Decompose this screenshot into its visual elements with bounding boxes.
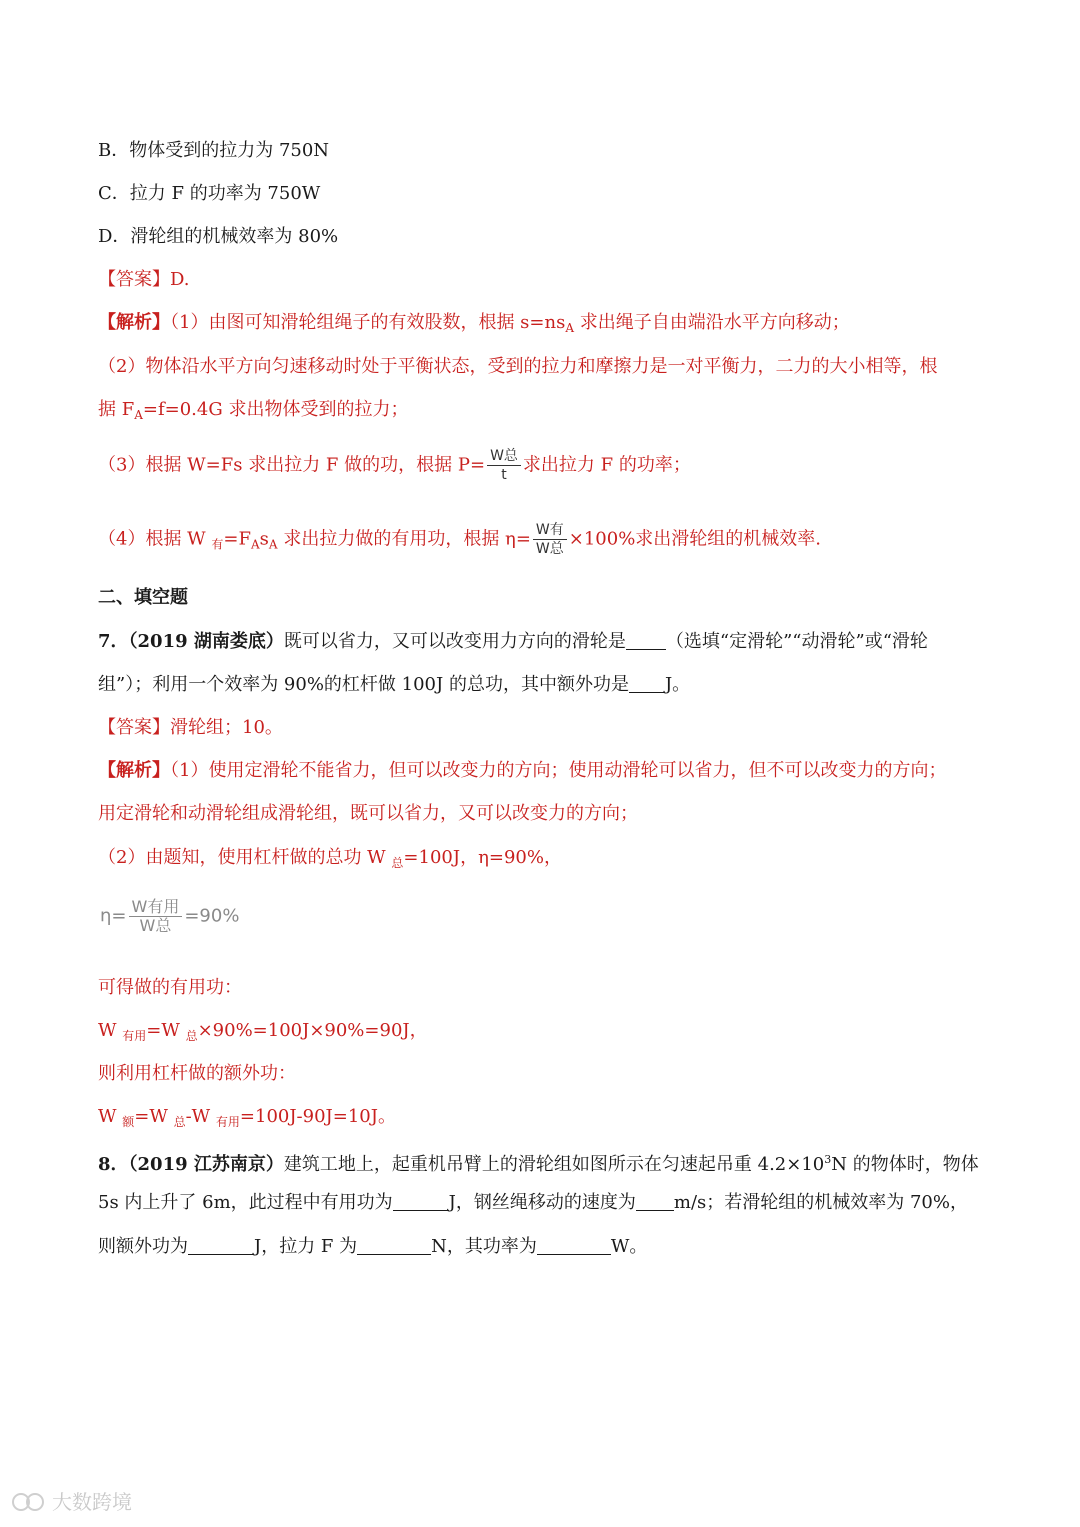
efficiency-fraction <box>533 521 567 558</box>
fill-blank[interactable] <box>626 631 666 650</box>
q7-line-2 <box>98 673 690 697</box>
fraction-denominator: W总 <box>139 916 172 935</box>
analysis-text: 求出拉力做的有用功，根据 η= <box>277 528 531 550</box>
analysis-text: s <box>259 528 269 550</box>
q6-analysis-2b <box>98 398 408 427</box>
fraction-numerator: W有用 <box>129 898 183 917</box>
efficiency-formula-image <box>100 898 239 935</box>
question-text: 建筑工地上，起重机吊臂上的滑轮组如图所示在匀速起吊重 4.2×10 <box>283 1154 825 1175</box>
question-text: N 的物体时，物体 <box>831 1154 979 1175</box>
question-text: 则额外功为 <box>98 1236 188 1257</box>
answer-value: D. <box>170 269 190 290</box>
analysis-tag: 【解析】 <box>98 312 170 333</box>
subscript: 总 <box>185 1029 198 1043</box>
question-number: 8． <box>98 1154 129 1175</box>
calc-text: W <box>98 1106 123 1127</box>
analysis-text: （1）使用定滑轮不能省力，但可以改变力的方向；使用动滑轮可以省力，但不可以改变力的方向； <box>170 760 947 781</box>
question-source: （2019 湖南娄底） <box>128 631 284 652</box>
q6-analysis-1 <box>98 311 850 340</box>
formula-fraction <box>129 898 183 935</box>
question-text: （选填“定滑轮”“动滑轮”或“滑轮 <box>665 631 928 652</box>
question-number: 7． <box>98 631 129 652</box>
question-text: N，其功率为 <box>431 1236 537 1257</box>
calc-text: =100J-90J=10J。 <box>239 1106 396 1127</box>
option-b: B．物体受到的拉力为 750N <box>98 140 330 161</box>
fill-blank[interactable] <box>636 1192 674 1211</box>
q6-answer <box>98 268 190 292</box>
formula-value: =90% <box>184 905 240 927</box>
q7-extra-intro: 则利用杠杆做的额外功： <box>98 1063 296 1084</box>
analysis-text: =100J，η=90%， <box>403 847 562 868</box>
question-text: J。 <box>664 674 691 695</box>
q7-analysis-1a <box>98 759 946 783</box>
q7-line-1 <box>98 630 928 654</box>
subscript: 额 <box>122 1115 135 1129</box>
q6-analysis-3 <box>98 447 691 484</box>
calc-text: ×90%=100J×90%=90J， <box>197 1020 428 1041</box>
analysis-text: （2）由题知，使用杠杆做的总功 W <box>98 847 392 868</box>
fill-blank[interactable] <box>393 1192 449 1211</box>
watermark <box>12 1486 132 1515</box>
analysis-text: （3）根据 W=Fs 求出拉力 F 做的功，根据 P= <box>98 454 486 476</box>
calc-text: -W <box>185 1106 216 1127</box>
analysis-text: 求出绳子自由端沿水平方向移动； <box>574 312 850 333</box>
calc-text: =W <box>134 1106 174 1127</box>
question-text: W。 <box>610 1236 648 1257</box>
q7-analysis-2 <box>98 846 562 875</box>
q8-line-2 <box>98 1191 968 1215</box>
answer-value: 滑轮组；10。 <box>170 717 283 738</box>
analysis-text: （1）由图可知滑轮组绳子的有效股数，根据 s=ns <box>170 312 566 333</box>
subscript: 有用 <box>215 1115 240 1129</box>
calc-text: W <box>98 1020 123 1041</box>
formula-eta: η= <box>100 905 127 927</box>
section-title: 二、填空题 <box>98 587 188 608</box>
analysis-text: 据 F <box>98 399 135 420</box>
q7-answer <box>98 716 283 740</box>
question-text: J，钢丝绳移动的速度为 <box>448 1192 636 1213</box>
superscript: 3 <box>824 1153 832 1166</box>
q7-useful-intro: 可得做的有用功： <box>98 977 242 998</box>
question-text: 5s 内上升了 6m，此过程中有用功为 <box>98 1192 393 1213</box>
question-source: （2019 江苏南京） <box>128 1154 284 1175</box>
fraction-numerator: W有 <box>533 521 567 540</box>
q8-line-1 <box>98 1148 979 1177</box>
subscript: A <box>134 408 143 422</box>
subscript: A <box>251 537 260 552</box>
question-text: J，拉力 F 为 <box>254 1236 358 1257</box>
subscript: A <box>565 321 574 335</box>
subscript: 总 <box>391 856 404 870</box>
analysis-text: =F <box>223 528 251 550</box>
option-d: D．滑轮组的机械效率为 80% <box>98 226 339 247</box>
watermark-text: 大数跨境 <box>52 1490 132 1514</box>
q6-analysis-2a: （2）物体沿水平方向匀速移动时处于平衡状态，受到的拉力和摩擦力是一对平衡力，二力的大小相等，根 <box>98 356 938 377</box>
fraction-denominator: W总 <box>535 541 564 557</box>
subscript: 总 <box>173 1115 186 1129</box>
q6-analysis-4 <box>98 521 821 558</box>
analysis-tag: 【解析】 <box>98 760 170 781</box>
q7-useful-calc <box>98 1019 428 1048</box>
analysis-text: =f=0.4G 求出物体受到的拉力； <box>142 399 409 420</box>
fill-blank[interactable] <box>629 674 665 693</box>
subscript: A <box>268 537 278 552</box>
question-text: 组”）；利用一个效率为 90%的杠杆做 100J 的总功，其中额外功是 <box>98 674 629 695</box>
fill-blank[interactable] <box>188 1236 254 1255</box>
q8-line-3 <box>98 1235 647 1259</box>
analysis-text: （4）根据 W <box>98 528 212 550</box>
question-text: m/s；若滑轮组的机械效率为 70%， <box>673 1192 968 1213</box>
q7-analysis-1b: 用定滑轮和动滑轮组成滑轮组，既可以省力，又可以改变力的方向； <box>98 803 638 824</box>
fraction-numerator: W总 <box>487 447 521 466</box>
fill-blank[interactable] <box>537 1236 611 1255</box>
calc-text: =W <box>146 1020 186 1041</box>
q7-extra-calc <box>98 1105 396 1134</box>
analysis-text: 求出拉力 F 的功率； <box>522 454 691 476</box>
subscript: 有用 <box>122 1029 147 1043</box>
fraction-denominator: t <box>501 467 507 483</box>
question-text: 既可以省力，又可以改变用力方向的滑轮是 <box>283 631 626 652</box>
option-c: C．拉力 F 的功率为 750W <box>98 183 321 204</box>
power-fraction <box>487 447 521 484</box>
watermark-logo-icon <box>12 1490 46 1512</box>
fill-blank[interactable] <box>357 1236 431 1255</box>
answer-tag: 【答案】 <box>98 717 170 738</box>
answer-tag: 【答案】 <box>98 269 170 290</box>
subscript: 有 <box>211 537 224 552</box>
analysis-text: ×100%求出滑轮组的机械效率. <box>568 528 822 550</box>
